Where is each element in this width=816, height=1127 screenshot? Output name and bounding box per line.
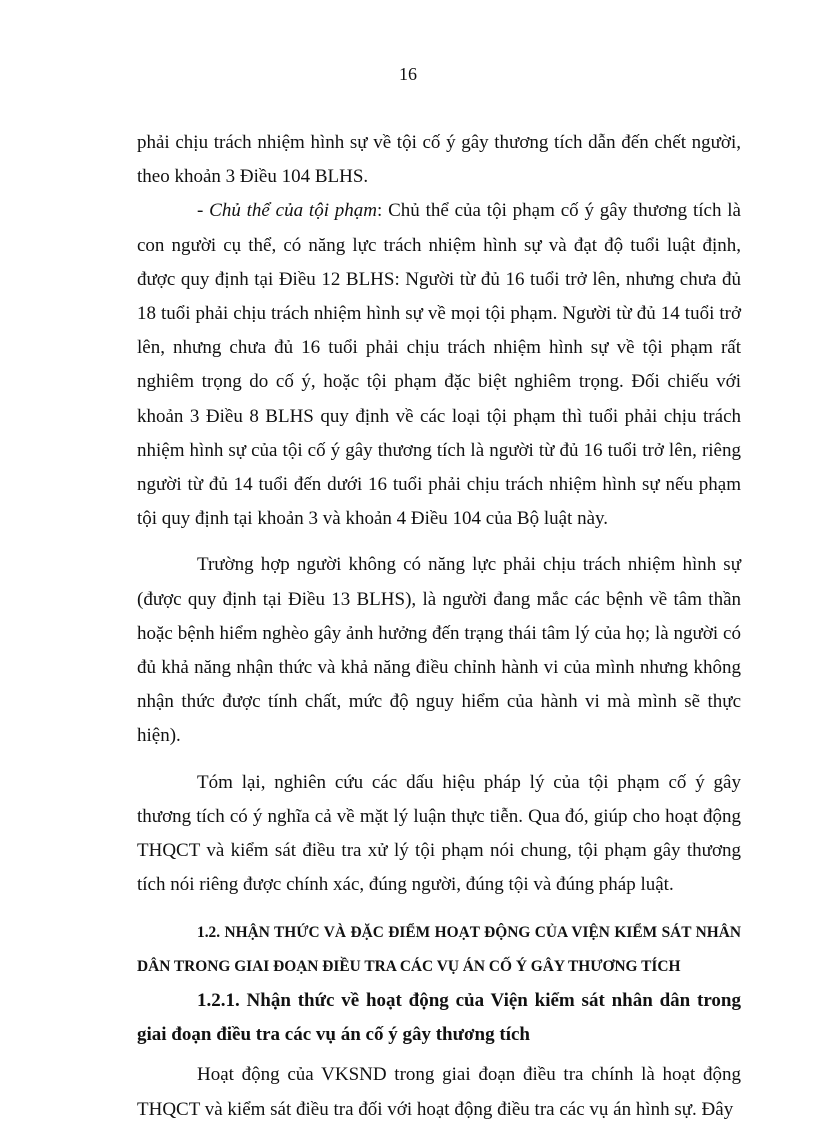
paragraph-activity: Hoạt động của VKSND trong giai đoạn điều tra chính là hoạt động THQCT và kiểm sát điều tra đối với hoạt động điều tra các vụ án hình sự. Đây [137,1064,741,1120]
body-text [137,126,741,1127]
paragraph-continuation: phải chịu trách nhiệm hình sự về tội cố ý gây thương tích dẫn đến chết người, theo khoản 3 Điều 104 BLHS. [137,132,741,188]
subsection-heading: 1.2.1. Nhận thức về hoạt động của Viện kiểm sát nhân dân trong giai đoạn điều tra các vụ án cố ý gây thương tích [137,990,741,1046]
subject-of-crime-text: : Chủ thể của tội phạm cố ý gây thương tích là con người cụ thể, có năng lực trách nhiệm hình sự và đạt độ tuổi luật định, được quy định tại Điều 12 BLHS: Người từ đủ 16 tuổi trở lên, nhưng chưa đủ 18 tuổi phải chịu trách nhiệm hình sự về mọi tội phạm. Người từ đủ 14 tuổi trở lên, nhưng chưa đủ 16 tuổi phải chịu trách nhiệm hình sự về tội phạm rất nghiêm trọng do cố ý, hoặc tội phạm đặc biệt nghiêm trọng. Đối chiếu với khoản 3 Điều 8 BLHS quy định về các loại tội phạm thì tuổi phải chịu trách nhiệm hình sự của tội cố ý gây thương tích là người từ đủ 16 tuổi trở lên, riêng người từ đủ 14 tuổi đến dưới 16 tuổi phải chịu trách nhiệm hình sự nếu phạm tội quy định tại khoản 3 và khoản 4 Điều 104 của Bộ luật này. [137,200,741,530]
section-heading: 1.2. NHẬN THỨC VÀ ĐẶC ĐIỂM HOẠT ĐỘNG CỦA VIỆN KIỂM SÁT NHÂN DÂN TRONG GIAI ĐOẠN ĐIỀU TRA CÁC VỤ ÁN CỐ Ý GÂY THƯƠNG TÍCH [137,924,741,976]
page-number: 16 [399,64,417,84]
paragraph-no-capacity: Trường hợp người không có năng lực phải chịu trách nhiệm hình sự (được quy định tại Điều 13 BLHS), là người đang mắc các bệnh về tâm thần hoặc bệnh hiểm nghèo gây ảnh hưởng đến trạng thái tâm lý của họ; là người có đủ khả năng nhận thức và khả năng điều chỉnh hành vi của mình nhưng không nhận thức được tính chất, mức độ nguy hiểm của hành vi mà mình sẽ thực hiện). [137,554,741,747]
subject-of-crime-label: - Chủ thể của tội phạm [197,200,378,222]
paragraph-summary: Tóm lại, nghiên cứu các dấu hiệu pháp lý của tội phạm cố ý gây thương tích có ý nghĩa cả về mặt lý luận thực tiễn. Qua đó, giúp cho hoạt động THQCT và kiểm sát điều tra xử lý tội phạm nói chung, tội phạm gây thương tích nói riêng được chính xác, đúng người, đúng tội và đúng pháp luật. [137,771,741,896]
paragraph-subject-of-crime [137,194,741,536]
